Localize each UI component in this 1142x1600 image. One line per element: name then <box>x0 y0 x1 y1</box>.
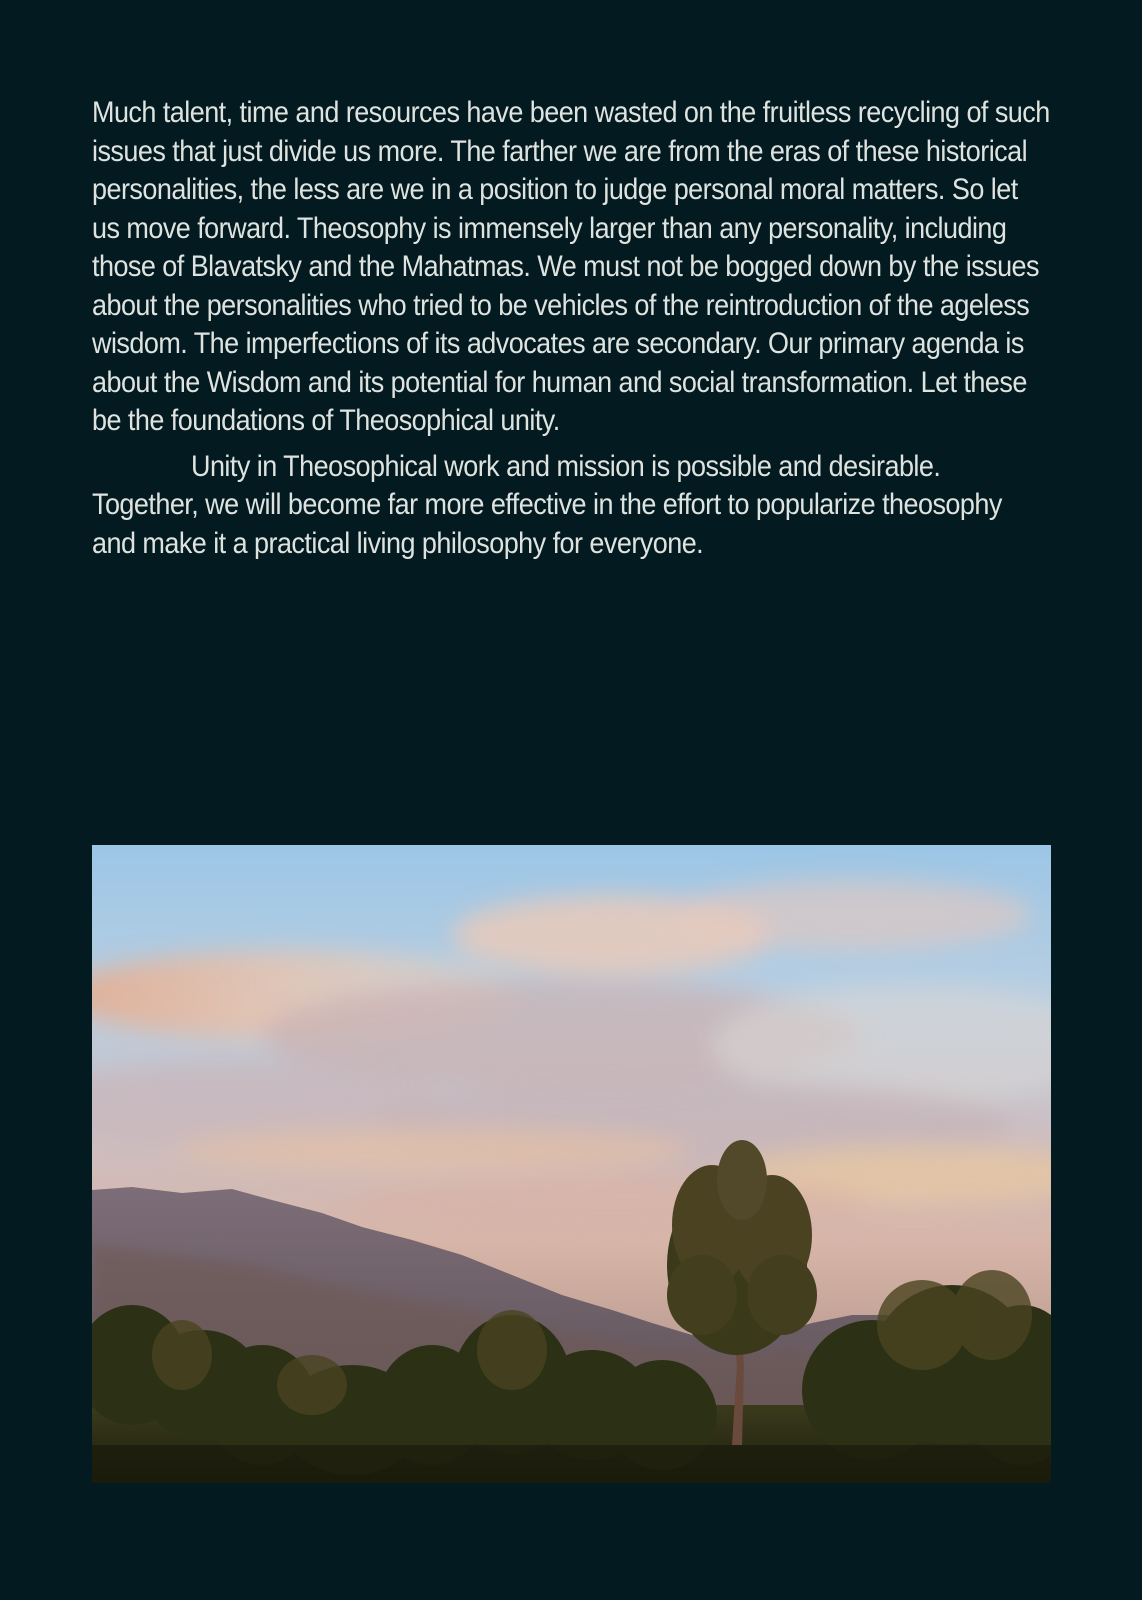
paragraph-2: Unity in Theosophical work and mission is possible and desirable. Together, we will become far more effective in the effort to popularize theosophy and make it a practical living philosophy for everyone. <box>92 449 1002 560</box>
body-text <box>92 94 1051 563</box>
landscape-photo <box>92 845 1051 1483</box>
paragraph-1: Much talent, time and resources have been wasted on the fruitless recycling of such issues that just divide us more. The farther we are from the eras of these historical personalities, the less are we in a position to judge personal moral matters. So let us move forward. Theosophy is immensely larger than any personality, including those of Blavatsky and the Mahatmas. We must not be bogged down by the issues about the personalities who tried to be vehicles of the reintroduction of the ageless wisdom. The imperfections of its advocates are secondary. Our primary agenda is about the Wisdom and its potential for human and social transformation. Let these be the foundations of Theosophical unity. <box>92 96 1050 437</box>
